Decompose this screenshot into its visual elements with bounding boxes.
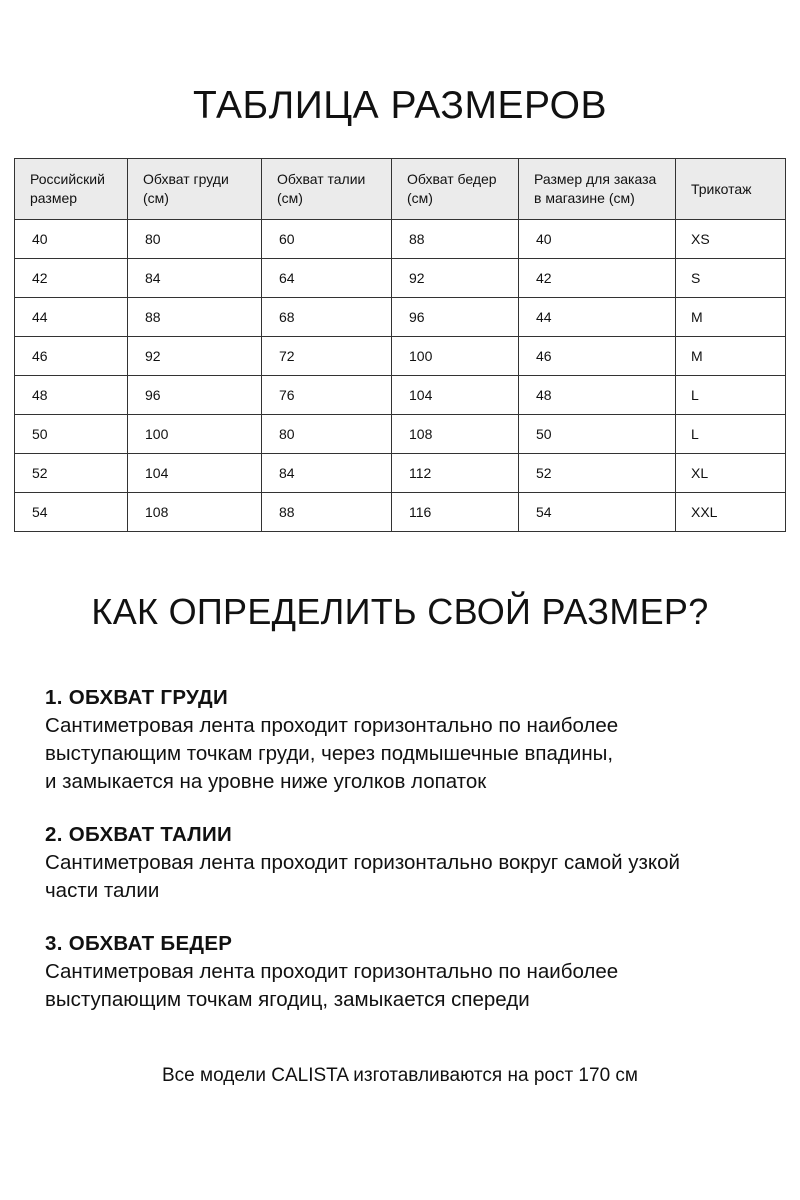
cell-chest: 88	[128, 298, 262, 337]
measurement-instructions	[45, 684, 775, 1039]
table-row	[15, 259, 786, 298]
header-order-size	[519, 159, 676, 220]
header-label: Обхват бедер (см)	[407, 171, 497, 206]
howto-title: КАК ОПРЕДЕЛИТЬ СВОЙ РАЗМЕР?	[91, 591, 709, 632]
cell-hips: 104	[392, 376, 519, 415]
table-row	[15, 493, 786, 532]
instruction-text: Сантиметровая лента проходит горизонтально вокруг самой узкой части талии	[45, 851, 680, 902]
cell-chest: 84	[128, 259, 262, 298]
cell-russian-size: 54	[15, 493, 128, 532]
header-label: Обхват талии (см)	[277, 171, 366, 206]
cell-order-size: 44	[519, 298, 676, 337]
cell-order-size: 54	[519, 493, 676, 532]
cell-hips: 96	[392, 298, 519, 337]
cell-waist: 64	[262, 259, 392, 298]
cell-hips: 100	[392, 337, 519, 376]
instruction-chest	[45, 684, 775, 796]
header-label: Обхват груди (см)	[143, 171, 229, 206]
instruction-text: Сантиметровая лента проходит горизонтально по наиболее выступающим точкам груди, через подмышечные впадины, и замыкается на уровне ниже уголков лопаток	[45, 714, 619, 793]
header-hips	[392, 159, 519, 220]
header-knitwear	[676, 159, 786, 220]
header-label: Размер для заказа в магазине (см)	[534, 171, 657, 206]
cell-waist: 76	[262, 376, 392, 415]
cell-hips: 88	[392, 220, 519, 259]
cell-russian-size: 40	[15, 220, 128, 259]
header-russian-size	[15, 159, 128, 220]
instruction-heading: 3. ОБХВАТ БЕДЕР	[45, 932, 233, 955]
cell-knitwear: M	[676, 337, 786, 376]
table-row	[15, 454, 786, 493]
cell-russian-size: 42	[15, 259, 128, 298]
table-row	[15, 298, 786, 337]
cell-russian-size: 48	[15, 376, 128, 415]
cell-order-size: 52	[519, 454, 676, 493]
cell-waist: 60	[262, 220, 392, 259]
cell-order-size: 42	[519, 259, 676, 298]
height-note: Все модели CALISTA изготавливаются на рост 170 см	[162, 1065, 638, 1086]
cell-knitwear: XS	[676, 220, 786, 259]
cell-chest: 80	[128, 220, 262, 259]
cell-waist: 68	[262, 298, 392, 337]
cell-order-size: 40	[519, 220, 676, 259]
cell-knitwear: L	[676, 376, 786, 415]
table-row	[15, 415, 786, 454]
cell-knitwear: L	[676, 415, 786, 454]
cell-russian-size: 50	[15, 415, 128, 454]
cell-hips: 116	[392, 493, 519, 532]
size-table-title: ТАБЛИЦА РАЗМЕРОВ	[193, 84, 607, 127]
cell-knitwear: S	[676, 259, 786, 298]
header-label: Российский размер	[30, 171, 105, 206]
cell-order-size: 46	[519, 337, 676, 376]
instruction-heading: 2. ОБХВАТ ТАЛИИ	[45, 823, 233, 846]
cell-russian-size: 52	[15, 454, 128, 493]
size-table	[14, 158, 786, 532]
cell-waist: 80	[262, 415, 392, 454]
table-row	[15, 376, 786, 415]
cell-russian-size: 44	[15, 298, 128, 337]
cell-order-size: 48	[519, 376, 676, 415]
cell-chest: 96	[128, 376, 262, 415]
cell-chest: 108	[128, 493, 262, 532]
cell-waist: 72	[262, 337, 392, 376]
cell-waist: 88	[262, 493, 392, 532]
instruction-hips	[45, 930, 775, 1014]
table-row	[15, 337, 786, 376]
cell-chest: 100	[128, 415, 262, 454]
instruction-text: Сантиметровая лента проходит горизонтально по наиболее выступающим точкам ягодиц, замыкается спереди	[45, 960, 619, 1011]
cell-hips: 92	[392, 259, 519, 298]
cell-knitwear: XL	[676, 454, 786, 493]
cell-order-size: 50	[519, 415, 676, 454]
cell-knitwear: XXL	[676, 493, 786, 532]
cell-waist: 84	[262, 454, 392, 493]
table-row	[15, 220, 786, 259]
cell-russian-size: 46	[15, 337, 128, 376]
size-table-header-row	[15, 159, 786, 220]
header-chest	[128, 159, 262, 220]
cell-hips: 108	[392, 415, 519, 454]
instruction-waist	[45, 821, 775, 905]
cell-chest: 104	[128, 454, 262, 493]
header-label: Трикотаж	[691, 180, 752, 197]
cell-chest: 92	[128, 337, 262, 376]
cell-knitwear: M	[676, 298, 786, 337]
instruction-heading: 1. ОБХВАТ ГРУДИ	[45, 686, 228, 709]
cell-hips: 112	[392, 454, 519, 493]
header-waist	[262, 159, 392, 220]
